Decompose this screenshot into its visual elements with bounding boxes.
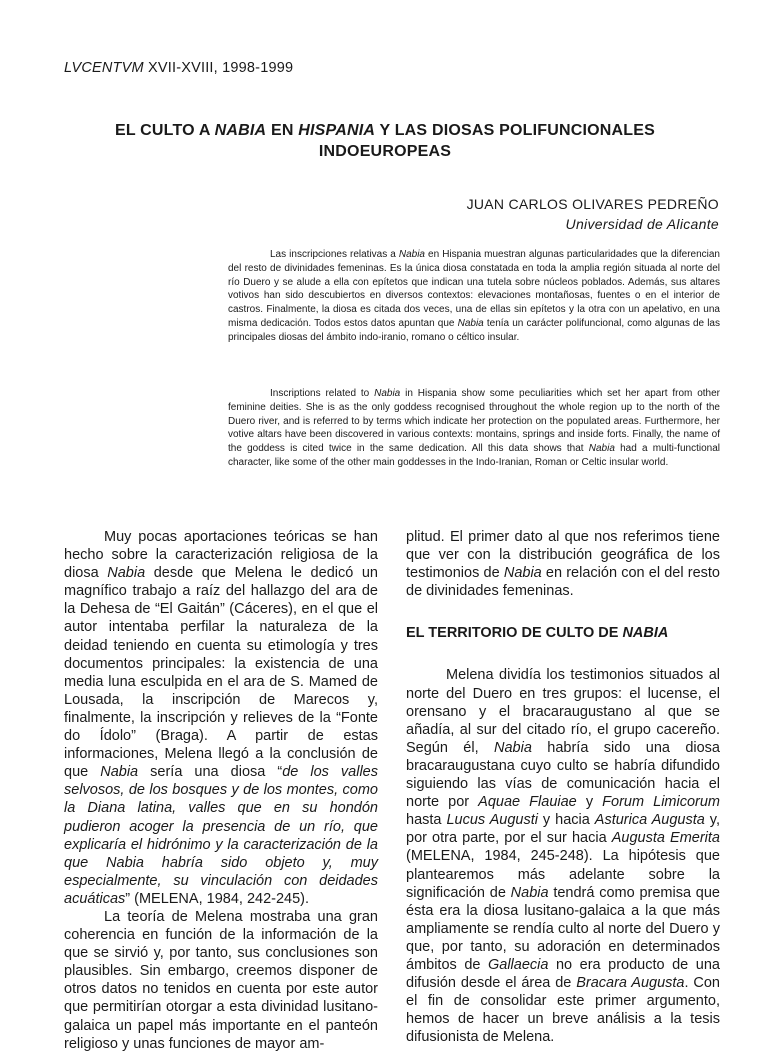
article-title xyxy=(60,120,710,162)
abstract-spanish xyxy=(228,248,720,345)
journal-header xyxy=(64,60,293,76)
paragraph: plitud. El primer dato al que nos referimos tiene que ver con la distribución geográfica de los testimonios de Nabia en relación con el del resto de divinidades femeninas. xyxy=(406,529,720,600)
paragraph: Muy pocas aportaciones teóricas se han hecho sobre la caracterización religiosa de la diosa Nabia desde que Melena le dedicó un magnífico trabajo a raíz del hallazgo del ara de la Dehesa de “El Gaitán” (Cáceres), en el que el autor intentaba perfilar la naturaleza de la deidad teniendo en cuenta su etimología y tres documentos principales: la existencia de una media luna esculpida en el ara de S. Mamed de Lousada, la inscripción de Marecos y, finalmente, la inscripción y relieves de la “Fonte do Ídolo” (Braga). A partir de estas informaciones, Melena llegó a la conclusión de que Nabia sería una diosa “de los valles selvosos, de los bosques y de los montes, como la Diana latina, valles que en su hondón pudieron acoger la presencia de un río, que explicaría el hidrónimo y la caracterización de la que Nabia habría sido objeto y, muy especialmente, su vinculación con deidades acuáticas” (MELENA, 1984, 242-245). xyxy=(64,529,378,907)
abstract-english xyxy=(228,387,720,470)
abstract-english-text: Inscriptions related to Nabia in Hispania show some peculiarities which set her apart from other feminine deities. She is as the only goddess recognised throughout the whole region up to the north of the Duero river, and is referred to by terms which indicate her protection on the populated areas. Furthermore, her votive altars have been discovered in various contexts: montains, springs and inside forts. Finally, the name of the goddess is cited twice in the same dedication. All this data shows that Nabia had a multi-functional character, like some of the other main goddesses in the Indo-Iranian, Roman or Celtic insular world. xyxy=(228,388,720,468)
title-line-1: EL CULTO A NABIA EN HISPANIA Y LAS DIOSAS POLIFUNCIONALES xyxy=(114,122,656,139)
author-block xyxy=(467,194,719,234)
section-heading: EL TERRITORIO DE CULTO DE NABIA xyxy=(406,625,669,642)
title-line-2: INDOEUROPEAS xyxy=(318,143,452,160)
body-right-column xyxy=(406,528,720,1046)
journal-name: LVCENTVM xyxy=(64,60,144,76)
journal-issue: XVII-XVIII, 1998-1999 xyxy=(148,60,294,76)
paragraph: La teoría de Melena mostraba una gran coherencia en función de la información de la que se sirvió y, por tanto, sus conclusiones son plausibles. Sin embargo, creemos disponer de otros datos no tenidos en cuenta por este autor que permitirían otorgar a esta divinidad lusitano-galaica un papel más importante en el panteón religioso y unas funciones de mayor am- xyxy=(64,908,378,1052)
author-affiliation: Universidad de Alicante xyxy=(565,216,719,232)
abstract-spanish-text: Las inscripciones relativas a Nabia en Hispania muestran algunas particularidades que la diferencian del resto de divinidades femeninas. Es la única diosa constatada en toda la amplia región situada al norte del río Duero y se alude a ella con epítetos que indican una tutela sobre núcleos poblados. Además, sus altares votivos han sido descubiertos en diversos contextos: elevaciones montañosas, fuentes o en el interior de castros. Finalmente, la diosa es citada dos veces, una de ellas sin epítetos y la otra con un apelativo, en una misma dedicación. Todos estos datos apuntan que Nabia tenía un carácter polifuncional, como algunas de las principales diosas del ámbito indo-iranio, romano o céltico insular. xyxy=(228,249,720,343)
body-left-column xyxy=(64,528,378,1053)
paragraph: Melena dividía los testimonios situados al norte del Duero en tres grupos: el lucense, el orensano y el bracaraugustano al que se añadía, al sur del citado río, el grupo cacereño. Según él, Nabia habría sido una diosa bracaraugustana cuyo culto se habría difundido siguiendo las vías de comunicación hacia el norte por Aquae Flauiae y Forum Limicorum hasta Lucus Augusti y hacia Asturica Augusta y, por otra parte, por el sur hacia Augusta Emerita (MELENA, 1984, 245-248). La hipótesis que plantearemos más adelante sobre la significación de Nabia tendrá como premisa que ésta era la diosa lusitano-galaica a la que más ampliamente se rendía culto al norte del Duero y que, por tanto, su adoración en determinados ámbitos de Gallaecia no era producto de una difusión desde el área de Bracara Augusta. Con el fin de consolidar este primer argumento, hemos de hacer un breve análisis a la tesis difusionista de Melena. xyxy=(406,667,721,1046)
author-name: JUAN CARLOS OLIVARES PEDREÑO xyxy=(466,196,719,212)
